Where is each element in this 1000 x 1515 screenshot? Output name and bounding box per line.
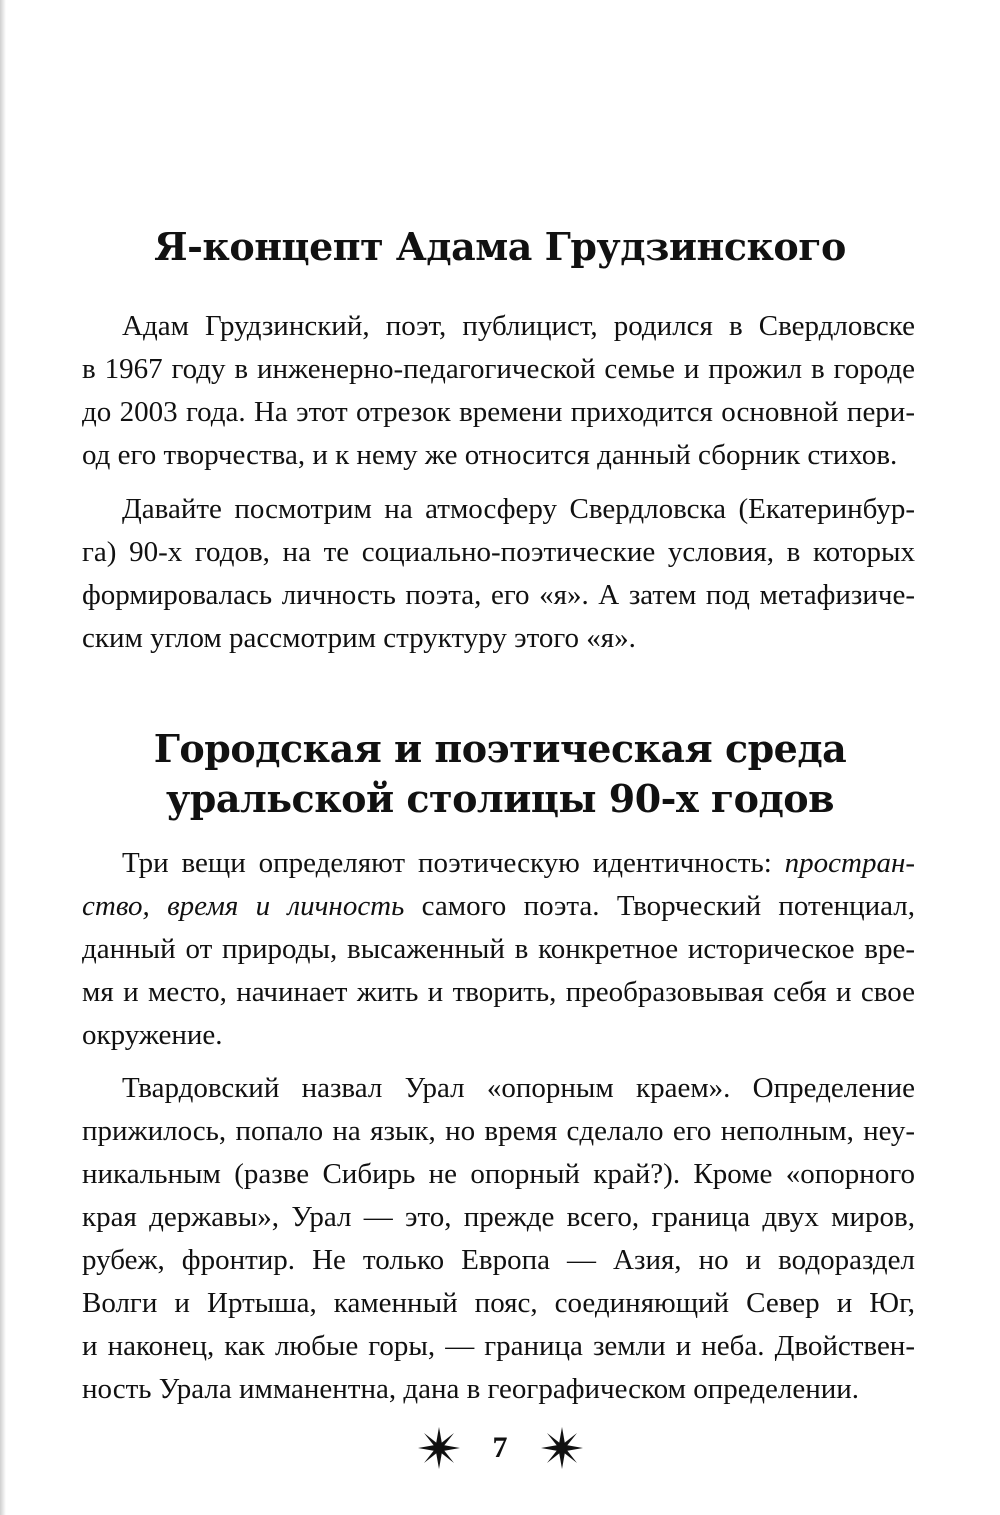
section2-paragraph-2: Твардовский назвал Урал «опорным краем». Определение прижилось, попало на язык, но время сделало его неполным, неу- никальным (разве Сибирь не опорный край?). Кроме «опорного края державы», Урал — это, прежде всего, граница двух миров, рубеж, фронтир. Не только Европа — Азия, но и водораздел Волги и Иртыша, каменный пояс, соединяющий Север и Юг, и наконец, как любые горы, — граница земли и неба. Двойствен- ность Урала имманентна, дана в географическом определении. — [82, 1072, 915, 1405]
section2-paragraph-1: Три вещи определяют поэтическую идентичность: простран- ство, время и личность самого поэта. Творческий потенциал, данный от природы, высаженный в конкретное историческое вре- мя и место, начинает жить и творить, преобразовывая себя и свое окружение. — [82, 842, 915, 1057]
section1-paragraph-2: Давайте посмотрим на атмосферу Свердловска (Екатеринбур- га) 90-х годов, на те социально-поэтические условия, в которых формировалась личность поэта, его «я». А затем под метафизиче- ским углом рассмотрим структуру этого «я». — [82, 493, 915, 654]
section-title-ya-concept: Я-концепт Адама Грудзинского — [154, 224, 846, 269]
star-burst-icon — [540, 1426, 584, 1470]
section-title-urban-poetic-environment: Городская и поэтическая среда уральской столицы 90-х годов — [153, 726, 847, 821]
line: Три вещи определяют поэтическую идентичность: простран- — [122, 847, 915, 879]
section1-paragraph-1: Адам Грудзинский, поэт, публицист, родился в Свердловске в 1967 году в инженерно-педагогической семье и прожил в городе до 2003 года. На этот отрезок времени приходится основной пери- од его творчества, и к нему же относится данный сборник стихов. — [82, 310, 915, 471]
page-number: 7 — [492, 1431, 508, 1464]
line: ство, время и личность самого поэта. Творческий потенциал, — [82, 890, 915, 922]
page-footer — [0, 1426, 1000, 1476]
star-burst-icon — [417, 1426, 461, 1470]
